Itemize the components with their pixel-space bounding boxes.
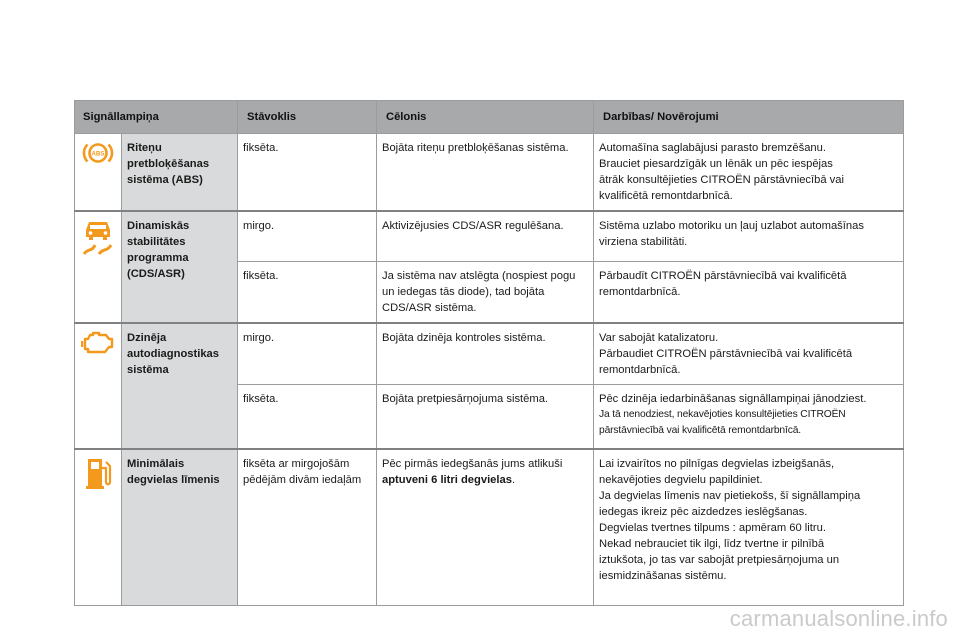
text-line: Degvielas tvertnes tilpums : apmēram 60 litru. [599, 521, 826, 534]
abs-cell [75, 134, 122, 212]
name-cds: Dinamiskās stabilitātes programma (CDS/ASR) [122, 211, 238, 323]
text-line: iedegas ikreiz pēc aizdedzes ieslēgšanas. [599, 505, 808, 518]
text-line: Pēc dzinēja iedarbināšanas signāllampiņai jānodziest. [599, 393, 867, 405]
svg-text:ABS: ABS [91, 150, 105, 158]
cause-fuel-tail: . [511, 473, 516, 486]
text-line: pārstāvniecībā vai kvalificētā remontdarbnīcā. [599, 425, 802, 436]
cause-fuel [377, 449, 594, 606]
fuel-pump-icon [83, 456, 113, 490]
action-cds-blinking [594, 211, 904, 261]
cause-cds-blinking: Aktivizējusies CDS/ASR regulēšana. [377, 211, 594, 261]
text-line: ātrāk konsultējieties CITROËN pārstāvniecībā vai [599, 174, 844, 186]
abs-warning-icon [81, 140, 115, 166]
table-row-fuel [75, 449, 904, 606]
stability-control-icon [81, 218, 115, 258]
text-line: Nekad nebrauciet tik ilgi, līdz tvertne ir pilnībā [599, 537, 825, 550]
action-engine-fixed [594, 385, 904, 449]
table-header-row [75, 101, 904, 134]
text-line: remontdarbnīcā. [599, 285, 681, 298]
cause-fuel-bold: aptuveni 6 litri degvielas [382, 473, 512, 486]
watermark: carmanualsonline.info [729, 606, 948, 631]
text-line: kvalificētā remontdarbnīcā. [599, 190, 733, 202]
text-line: Lai izvairītos no pilnīgas degvielas izbeigšanās, [599, 457, 835, 470]
text-line: Var sabojāt katalizatoru. [599, 331, 719, 344]
state-engine-fixed: fiksēta. [238, 385, 377, 449]
state-cds-fixed: fiksēta. [238, 261, 377, 323]
cause-engine-fixed: Bojāta pretpiesārņojuma sistēma. [377, 385, 594, 449]
warning-lights-table [74, 100, 904, 606]
action-engine-blinking [594, 323, 904, 385]
text-line: iztukšota, jo tas var sabojāt pretpiesārņojuma un [599, 553, 840, 566]
action-fuel [594, 449, 904, 606]
header-signal-lamp: Signāllampiņa [75, 101, 238, 134]
state-engine-blinking: mirgo. [238, 323, 377, 385]
cds-cell [75, 211, 122, 323]
cause-cds-fixed: Ja sistēma nav atslēgta (nospiest pogu un iedegas tās diode), tad bojāta CDS/ASR sistēma. [377, 261, 594, 323]
text-line: remontdarbnīcā. [599, 363, 681, 376]
state-cds-blinking: mirgo. [238, 211, 377, 261]
cause-abs: Bojāta riteņu pretbloķēšanas sistēma. [377, 134, 594, 212]
action-abs [594, 134, 904, 212]
table-row-engine-blinking [75, 323, 904, 385]
state-abs: fiksēta. [238, 134, 377, 212]
text-line: Ja degvielas līmenis nav pietiekošs, šī signāllampiņa [599, 489, 861, 502]
name-abs: Riteņu pretbloķēšanas sistēma (ABS) [122, 134, 238, 212]
text-line: nekavējoties degvielu papildiniet. [599, 473, 763, 486]
action-cds-fixed [594, 261, 904, 323]
engine-cell [75, 323, 122, 449]
engine-check-icon [81, 330, 115, 356]
cause-fuel-text: Pēc pirmās iedegšanās jums atlikuši [382, 457, 563, 470]
name-fuel: Minimālais degvielas līmenis [122, 449, 238, 606]
name-engine: Dzinēja autodiagnostikas sistēma [122, 323, 238, 449]
text-line: virziena stabilitāti. [599, 236, 688, 248]
text-line: Brauciet piesardzīgāk un lēnāk un pēc iespējas [599, 158, 833, 170]
header-actions: Darbības/ Novērojumi [594, 101, 904, 134]
text-line: Ja tā nenodziest, nekavējoties konsultējieties CITROËN [599, 409, 846, 420]
fuel-cell [75, 449, 122, 606]
text-line: Sistēma uzlabo motoriku un ļauj uzlabot automašīnas [599, 220, 864, 232]
table-row-abs [75, 134, 904, 212]
text-line: Pārbaudīt CITROËN pārstāvniecībā vai kvalificētā [599, 269, 847, 282]
table-row-cds-blinking [75, 211, 904, 261]
state-fuel: fiksēta ar mirgojošām pēdējām divām iedaļām [238, 449, 377, 606]
text-line: iesmidzināšanas sistēmu. [599, 569, 727, 582]
cause-engine-blinking: Bojāta dzinēja kontroles sistēma. [377, 323, 594, 385]
header-state: Stāvoklis [238, 101, 377, 134]
text-line: Automašīna saglabājusi parasto bremzēšanu. [599, 142, 826, 154]
header-cause: Cēlonis [377, 101, 594, 134]
text-line: Pārbaudiet CITROËN pārstāvniecībā vai kvalificētā [599, 347, 853, 360]
